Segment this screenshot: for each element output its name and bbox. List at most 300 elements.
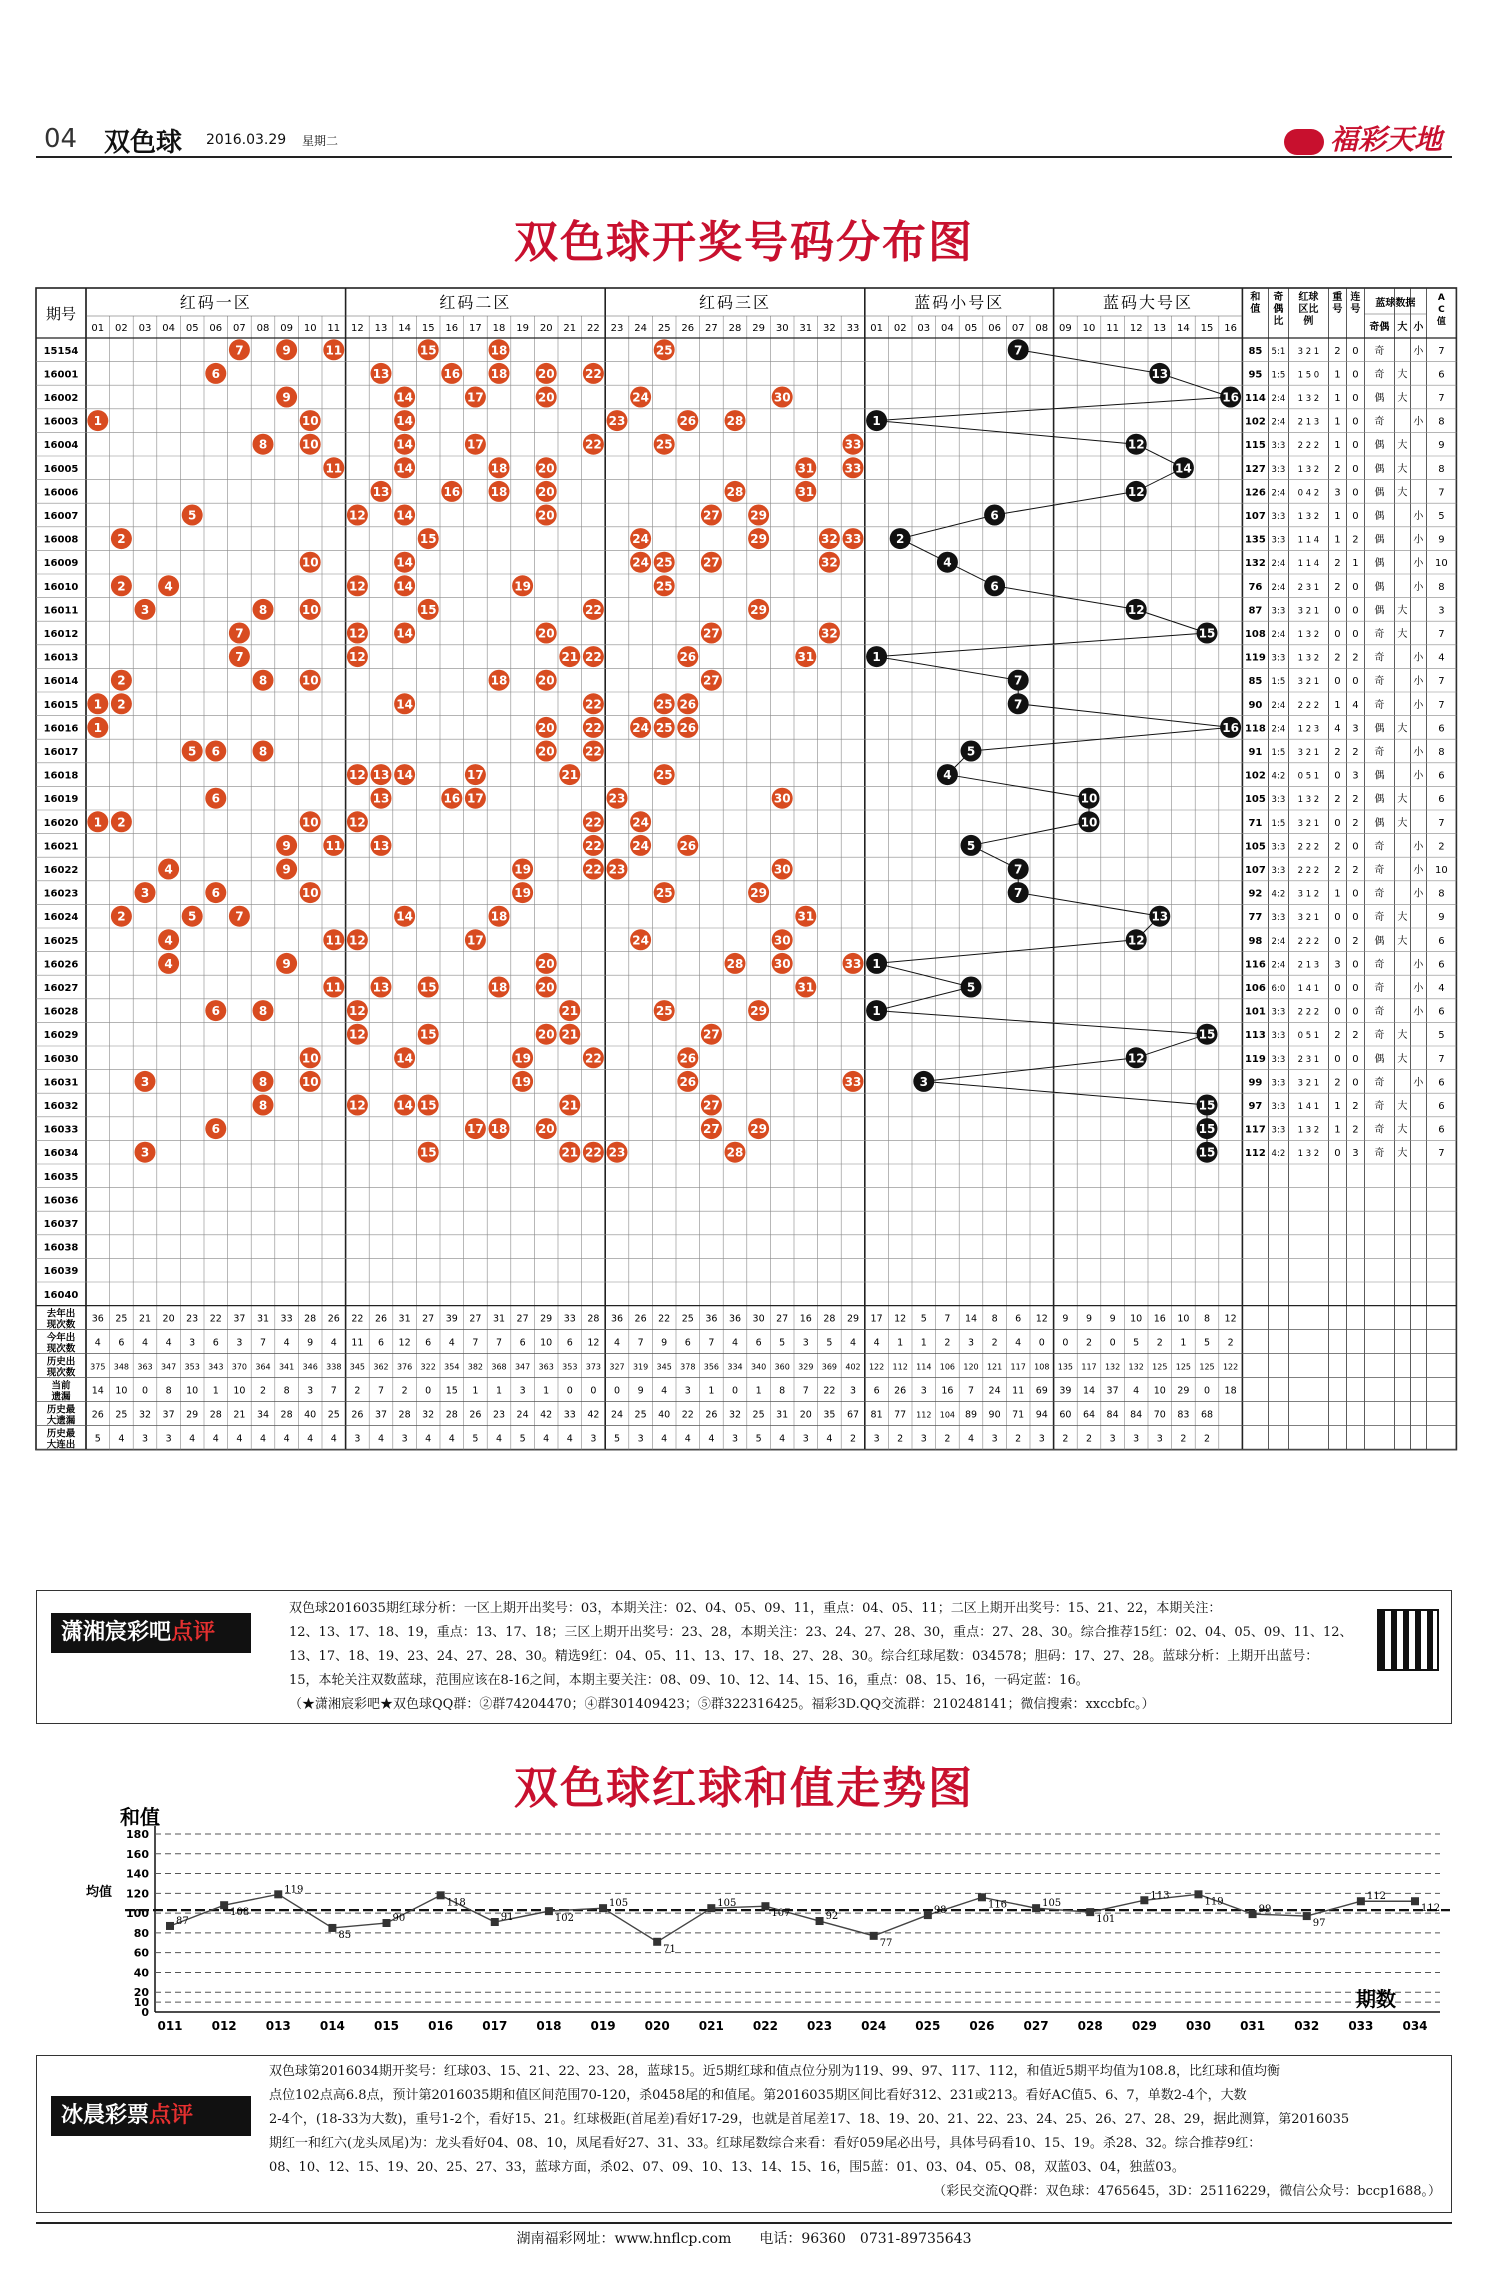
column-number-label: 03 (917, 323, 931, 334)
red-ball-number: 9 (282, 343, 291, 358)
stat-value: 35 (823, 1409, 836, 1421)
stat-value: 10 (115, 1385, 128, 1397)
row-repeat: 2 (1334, 747, 1341, 758)
red-ball-number: 24 (632, 815, 649, 830)
review-tag-2 (51, 2096, 251, 2136)
stat-value: 3 (307, 1385, 314, 1397)
stat-value: 132 (1104, 1362, 1121, 1372)
stat-value: 121 (986, 1362, 1003, 1372)
stat-value: 363 (137, 1362, 153, 1372)
red-ball-number: 26 (679, 650, 697, 665)
stat-value: 354 (444, 1362, 460, 1372)
row-blue-small: 小 (1413, 865, 1424, 876)
stat-value: 20 (162, 1313, 175, 1325)
stat-value: 5 (920, 1313, 927, 1325)
period-header: 期号 (45, 305, 77, 323)
stat-value: 3 (141, 1433, 149, 1445)
red-ball-number: 2 (117, 579, 126, 594)
row-odd-even: 3:3 (1271, 653, 1286, 664)
stat-value: 26 (327, 1313, 340, 1325)
stat-value: 7 (637, 1337, 644, 1349)
row-repeat: 0 (1334, 605, 1341, 617)
red-ball-number: 6 (211, 1004, 220, 1019)
period-label: 16035 (43, 1171, 79, 1183)
stat-value: 16 (941, 1385, 954, 1397)
red-ball-number: 14 (396, 1098, 413, 1113)
stat-value: 112 (916, 1410, 932, 1420)
stat-value: 4 (661, 1433, 668, 1445)
red-ball-number: 5 (188, 744, 197, 759)
row-blue-odd-even: 偶 (1374, 770, 1385, 782)
row-repeat: 2 (1334, 652, 1341, 664)
stat-value: 94 (1035, 1409, 1048, 1421)
row-zone-ratio: 2 2 2 (1297, 936, 1320, 947)
period-label: 16021 (43, 841, 79, 853)
red-ball-number: 3 (140, 602, 150, 617)
row-repeat: 0 (1334, 676, 1341, 688)
stat-value: 2 (1156, 1337, 1163, 1349)
row-consecutive: 0 (1352, 463, 1359, 475)
red-ball-number: 14 (396, 768, 413, 783)
stat-value: 14 (91, 1385, 104, 1397)
row-ac: 7 (1438, 629, 1445, 640)
review-line: 15，本轮关注双数蓝球，范围应该在8-16之间，本期主要关注：08、09、10、12、14、15、16，重点：08、15、16，一码定蓝：16。 (289, 1673, 1089, 1688)
red-ball-number: 13 (372, 366, 390, 381)
blue-ball-number: 6 (990, 579, 999, 594)
column-number-label: 05 (964, 323, 978, 334)
row-blue-big: 大 (1397, 912, 1408, 924)
red-ball-number: 20 (537, 461, 555, 476)
row-odd-even: 3:3 (1271, 1031, 1286, 1042)
period-label: 16006 (43, 487, 79, 499)
row-ac: 9 (1438, 912, 1445, 924)
sum-point (545, 1907, 553, 1915)
page-number: 04 (44, 124, 78, 154)
stat-value: 2 (1015, 1433, 1022, 1445)
red-ball-number: 12 (349, 1004, 366, 1019)
row-zone-ratio: 1 3 2 (1297, 464, 1320, 475)
row-sum: 108 (1244, 629, 1266, 640)
row-zone-ratio: 3 2 1 (1297, 606, 1320, 617)
stat-value: 7 (495, 1337, 503, 1349)
row-odd-even: 3:3 (1271, 464, 1286, 475)
row-blue-small: 小 (1413, 959, 1424, 971)
stat-value: 3 (1109, 1433, 1116, 1445)
sum-value-label: 101 (1096, 1914, 1116, 1926)
stat-value: 71 (1012, 1409, 1025, 1421)
row-consecutive: 0 (1352, 983, 1359, 994)
row-ac: 7 (1438, 817, 1445, 829)
stat-value: 25 (115, 1409, 128, 1421)
x-tick-label: 025 (915, 2019, 941, 2033)
x-tick-label: 033 (1348, 2019, 1374, 2033)
period-label: 16029 (43, 1030, 79, 1042)
period-label: 16018 (43, 770, 79, 782)
row-consecutive: 0 (1352, 1006, 1359, 1018)
stat-value: 27 (469, 1313, 482, 1325)
stat-value: 12 (1035, 1313, 1048, 1325)
stat-value: 4 (613, 1337, 621, 1349)
row-blue-small: 小 (1413, 888, 1424, 900)
row-blue-big: 大 (1397, 723, 1408, 735)
x-tick-label: 021 (698, 2019, 724, 2033)
sum-point (1357, 1897, 1365, 1905)
stat-value: 7 (472, 1337, 479, 1349)
row-zone-ratio: 1 2 3 (1297, 724, 1320, 735)
sum-value-label: 91 (500, 1912, 514, 1924)
red-ball-number: 21 (561, 1027, 579, 1042)
row-odd-even: 2:4 (1271, 394, 1286, 404)
row-odd-even: 2:4 (1271, 936, 1286, 947)
red-ball-number: 11 (325, 343, 343, 358)
stat-value: 4 (307, 1433, 314, 1445)
row-sum: 102 (1244, 770, 1266, 782)
sum-value-label: 112 (1366, 1891, 1386, 1903)
red-ball-number: 20 (537, 1122, 555, 1137)
red-ball-number: 20 (537, 1027, 555, 1042)
blue-ball-number: 7 (1014, 886, 1023, 901)
stat-value: 2 (897, 1433, 904, 1445)
red-ball-number: 28 (726, 484, 744, 499)
row-blue-small: 小 (1413, 345, 1424, 357)
red-ball-number: 19 (514, 862, 531, 877)
stat-value: 4 (141, 1337, 149, 1349)
red-ball-number: 22 (585, 744, 602, 759)
sum-point (1140, 1896, 1148, 1904)
blue-ball-number: 4 (943, 768, 952, 783)
stat-value: 4 (448, 1337, 455, 1349)
stat-value: 11 (351, 1337, 364, 1349)
stat-value: 24 (516, 1409, 529, 1421)
row-repeat: 1 (1334, 534, 1341, 546)
period-label: 16004 (43, 440, 79, 452)
stat-value: 4 (1015, 1337, 1022, 1349)
stat-value: 40 (304, 1409, 317, 1421)
stat-header: 奇偶比 (1273, 292, 1284, 327)
row-blue-odd-even: 奇 (1374, 912, 1385, 924)
stat-value: 9 (307, 1337, 314, 1349)
sum-point (870, 1932, 878, 1940)
red-ball-number: 14 (396, 1051, 413, 1066)
red-ball-number: 22 (585, 862, 602, 877)
y-tick-label: 160 (126, 1847, 149, 1861)
column-number-label: 11 (327, 323, 341, 334)
row-ac: 4 (1438, 652, 1445, 664)
row-repeat: 0 (1334, 935, 1341, 947)
red-ball-number: 25 (655, 768, 673, 783)
row-blue-odd-even: 偶 (1374, 440, 1385, 452)
period-label: 16030 (43, 1053, 79, 1065)
x-tick-label: 013 (265, 2019, 291, 2033)
period-label: 16033 (43, 1124, 79, 1136)
row-blue-odd-even: 偶 (1374, 463, 1385, 475)
row-blue-odd-even: 偶 (1374, 935, 1385, 947)
row-consecutive: 1 (1352, 558, 1359, 570)
blue-ball-number: 15 (1198, 1027, 1216, 1042)
red-ball-number: 14 (396, 555, 413, 570)
row-sum: 105 (1244, 794, 1266, 806)
row-zone-ratio: 3 2 1 (1297, 818, 1320, 829)
sum-point (491, 1918, 499, 1926)
sum-value-label: 87 (176, 1915, 189, 1927)
row-blue-small: 小 (1413, 416, 1424, 428)
stat-value: 1 (543, 1385, 550, 1397)
red-ball-number: 14 (396, 437, 413, 452)
page-footer: 湖南福彩网址：www.hnflcp.com 电话：96360 0731-89735643 (36, 2222, 1452, 2248)
stat-value: 32 (728, 1409, 742, 1421)
stat-value: 104 (939, 1410, 956, 1420)
row-odd-even: 2:4 (1271, 582, 1286, 593)
row-odd-even: 2:4 (1271, 488, 1286, 499)
row-blue-odd-even: 奇 (1374, 416, 1385, 428)
row-ac: 7 (1438, 345, 1445, 357)
stat-row-label: 历史最大遗漏 (46, 1404, 76, 1427)
row-sum: 107 (1244, 511, 1266, 522)
period-label: 16014 (43, 676, 79, 688)
sum-value-label: 105 (1042, 1898, 1062, 1910)
row-odd-even: 2:4 (1271, 724, 1286, 735)
red-ball-number: 22 (585, 650, 602, 665)
stat-value: 4 (566, 1433, 573, 1445)
row-zone-ratio: 1 4 1 (1297, 984, 1320, 994)
row-sum: 117 (1244, 1124, 1266, 1136)
red-ball-number: 21 (561, 1098, 579, 1113)
zone-header: 蓝码小号区 (914, 293, 1005, 312)
period-label: 16038 (43, 1242, 79, 1254)
review-text-1 (289, 1597, 1367, 1717)
stat-value: 36 (728, 1313, 742, 1325)
stat-value: 39 (445, 1313, 458, 1325)
red-ball-number: 29 (750, 508, 767, 523)
x-tick-label: 030 (1185, 2019, 1212, 2033)
red-ball-number: 12 (349, 815, 366, 830)
row-odd-even: 3:3 (1271, 535, 1286, 546)
column-number-label: 30 (775, 323, 789, 334)
row-ac: 10 (1435, 558, 1448, 570)
stat-value: 4 (684, 1433, 691, 1445)
sum-point (166, 1922, 174, 1930)
stat-value: 345 (656, 1362, 672, 1372)
row-sum: 118 (1244, 723, 1266, 735)
row-consecutive: 0 (1352, 345, 1359, 357)
red-ball-number: 27 (703, 626, 720, 641)
period-label: 16001 (43, 369, 79, 381)
red-ball-number: 21 (561, 650, 579, 665)
row-blue-odd-even: 奇 (1374, 369, 1385, 381)
red-ball-number: 24 (632, 532, 649, 547)
stat-value: 22 (823, 1385, 836, 1397)
stat-value: 9 (1085, 1313, 1093, 1325)
stat-value: 2 (1085, 1433, 1093, 1445)
stat-value: 36 (91, 1313, 104, 1325)
red-ball-number: 32 (821, 532, 838, 547)
stat-value: 36 (705, 1313, 718, 1325)
stat-value: 112 (892, 1362, 908, 1372)
stat-value: 1 (755, 1385, 762, 1397)
zone-header: 蓝码大号区 (1102, 293, 1194, 312)
stat-value: 7 (967, 1385, 975, 1397)
stat-value: 16 (799, 1313, 812, 1325)
stat-value: 12 (587, 1337, 600, 1349)
red-ball-number: 1 (93, 414, 102, 429)
red-ball-number: 21 (561, 1004, 579, 1019)
period-label: 16040 (43, 1289, 79, 1301)
red-ball-number: 24 (632, 720, 649, 735)
column-number-label: 02 (893, 323, 907, 334)
row-odd-even: 3:3 (1271, 1125, 1286, 1136)
stat-value: 29 (1177, 1385, 1190, 1397)
red-ball-number: 32 (821, 555, 838, 570)
blue-ball-number: 5 (966, 980, 976, 995)
stat-value: 7 (377, 1385, 385, 1397)
red-ball-number: 18 (490, 461, 508, 476)
row-repeat: 0 (1334, 1148, 1341, 1160)
row-repeat: 2 (1334, 841, 1341, 853)
row-ac: 6 (1438, 723, 1445, 735)
row-consecutive: 0 (1352, 605, 1359, 617)
row-repeat: 0 (1334, 1053, 1341, 1065)
stat-value: 3 (873, 1433, 880, 1445)
stat-value: 26 (705, 1409, 718, 1421)
blue-ball-number: 1 (872, 414, 881, 429)
stat-value: 3 (401, 1433, 408, 1445)
red-ball-number: 31 (797, 484, 815, 499)
red-ball-number: 25 (655, 886, 673, 901)
column-number-label: 07 (233, 323, 246, 334)
stat-value: 364 (255, 1362, 271, 1372)
row-blue-odd-even: 奇 (1374, 699, 1385, 711)
stat-value: 12 (1224, 1313, 1237, 1325)
red-ball-number: 26 (679, 1074, 697, 1089)
x-tick-label: 031 (1240, 2019, 1266, 2033)
stat-value: 27 (776, 1313, 789, 1325)
row-sum: 101 (1244, 1006, 1266, 1018)
stat-value: 2 (259, 1385, 267, 1397)
stat-value: 125 (1199, 1362, 1215, 1372)
row-blue-big: 大 (1397, 794, 1408, 806)
stat-value: 120 (963, 1362, 979, 1372)
row-ac: 4 (1438, 983, 1445, 994)
row-blue-odd-even: 偶 (1374, 393, 1385, 404)
red-ball-number: 25 (655, 579, 673, 594)
red-ball-number: 18 (490, 909, 508, 924)
row-zone-ratio: 3 2 1 (1297, 748, 1320, 758)
red-ball-number: 27 (703, 508, 720, 523)
stat-value: 3 (967, 1337, 975, 1349)
red-ball-number: 10 (301, 886, 319, 901)
stat-value: 23 (186, 1313, 199, 1325)
row-ac: 6 (1438, 935, 1445, 947)
row-blue-odd-even: 偶 (1374, 487, 1385, 499)
stat-value: 6 (1015, 1313, 1022, 1325)
sum-point (328, 1924, 336, 1932)
red-ball-number: 15 (419, 980, 437, 995)
stat-value: 37 (162, 1409, 175, 1421)
red-ball-number: 6 (211, 744, 220, 759)
red-ball-number: 21 (561, 1145, 579, 1160)
stat-value: 84 (1106, 1409, 1119, 1421)
column-number-label: 26 (681, 323, 695, 334)
row-ac: 9 (1438, 534, 1445, 546)
stat-value: 33 (563, 1313, 576, 1325)
row-odd-even: 1:5 (1271, 370, 1286, 381)
row-zone-ratio: 1 1 4 (1297, 535, 1320, 546)
row-blue-odd-even: 奇 (1374, 1148, 1385, 1160)
stat-value: 1 (495, 1385, 503, 1397)
stat-value: 28 (445, 1409, 458, 1421)
stat-value: 4 (448, 1433, 455, 1445)
stat-value: 10 (1177, 1313, 1190, 1325)
review-line: 13、17、18、19、23、24、27、28、30。精选9红：04、05、11、13、17、18、27、28、30。综合红球尾数：034578；胆码：17、27、28。蓝球分析：上期开出蓝号： (289, 1649, 1319, 1664)
blue-ball-number: 12 (1127, 484, 1145, 499)
row-consecutive: 3 (1352, 1148, 1359, 1160)
stat-value: 22 (209, 1313, 222, 1325)
stat-value: 42 (587, 1409, 600, 1421)
stat-value: 25 (681, 1313, 694, 1325)
y-tick-label: 180 (126, 1828, 149, 1841)
row-zone-ratio: 1 4 1 (1297, 1102, 1320, 1112)
red-ball-number: 22 (585, 720, 602, 735)
red-ball-number: 30 (773, 862, 791, 877)
red-ball-number: 11 (325, 838, 343, 853)
sum-point (653, 1938, 661, 1946)
row-consecutive: 0 (1352, 581, 1359, 593)
column-number-label: 32 (823, 323, 836, 334)
stat-value: 0 (1062, 1337, 1069, 1349)
row-consecutive: 0 (1352, 629, 1359, 640)
stat-value: 3 (354, 1433, 361, 1445)
period-label: 16026 (43, 959, 79, 971)
zone-header: 红码二区 (439, 293, 512, 312)
row-blue-small: 小 (1413, 581, 1424, 593)
red-ball-number: 11 (325, 980, 343, 995)
row-blue-big: 大 (1397, 629, 1408, 640)
red-ball-number: 18 (490, 366, 508, 381)
row-blue-big: 大 (1397, 1148, 1408, 1160)
period-label: 16015 (43, 699, 79, 711)
row-zone-ratio: 0 5 1 (1297, 771, 1320, 782)
stat-value: 10 (186, 1385, 199, 1397)
red-ball-number: 15 (419, 1145, 437, 1160)
red-ball-number: 8 (258, 673, 268, 688)
stat-value: 37 (1106, 1385, 1119, 1397)
stat-value: 40 (658, 1409, 671, 1421)
row-blue-small: 小 (1413, 676, 1424, 688)
stat-value: 4 (212, 1433, 219, 1445)
stat-row-label: 去年出现次数 (46, 1308, 76, 1331)
blue-ball-number: 1 (872, 650, 881, 665)
period-label: 16031 (43, 1077, 79, 1089)
red-ball-number: 31 (797, 650, 815, 665)
review-brand-2: 冰晨彩票 (61, 2103, 150, 2128)
sum-point (1411, 1897, 1419, 1905)
row-repeat: 0 (1334, 983, 1341, 994)
row-blue-odd-even: 奇 (1374, 345, 1385, 357)
row-ac: 7 (1438, 487, 1445, 499)
y-tick-label: 20 (133, 1986, 149, 2000)
stat-value: 10 (233, 1385, 246, 1397)
y-tick-label: 40 (133, 1966, 149, 1980)
x-tick-label: 022 (752, 2019, 778, 2033)
red-ball-number: 20 (537, 956, 555, 971)
red-ball-number: 19 (514, 886, 531, 901)
row-blue-odd-even: 偶 (1374, 511, 1385, 522)
stat-value: 3 (236, 1337, 243, 1349)
blue-ball-number: 13 (1151, 366, 1169, 381)
stat-value: 3 (920, 1433, 927, 1445)
stat-value: 1 (920, 1337, 927, 1349)
brand-name: 福彩天地 (1329, 123, 1442, 156)
